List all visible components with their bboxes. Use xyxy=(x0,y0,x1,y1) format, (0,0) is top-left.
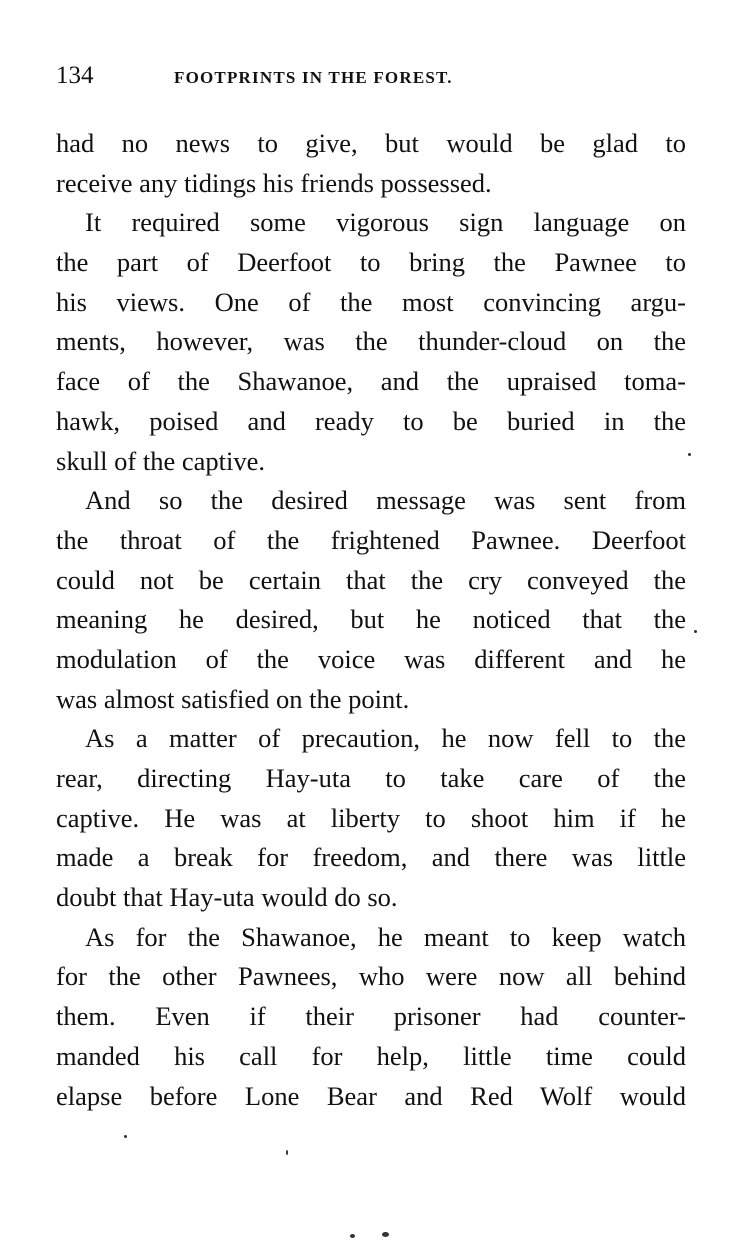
text-line: them. Even if their prisoner had counter- xyxy=(56,1001,686,1032)
text-line: doubt that Hay-uta would do so. xyxy=(56,882,398,913)
scan-speck xyxy=(124,1135,127,1138)
text-line: skull of the captive. xyxy=(56,445,265,476)
text-line: receive any tidings his friends possessed. xyxy=(56,167,492,198)
text-line: ments, however, was the thunder-cloud on the xyxy=(56,326,686,357)
running-title: FOOTPRINTS IN THE FOREST. xyxy=(174,68,453,87)
text-line: the part of Deerfoot to bring the Pawnee to xyxy=(56,247,686,278)
text-line: It required some vigorous sign language on xyxy=(85,207,686,238)
text-line: was almost satisfied on the point. xyxy=(56,683,410,714)
text-line: elapse before Lone Bear and Red Wolf would xyxy=(56,1080,686,1111)
page-number: 134 xyxy=(56,62,94,89)
text-line: captive. He was at liberty to shoot him if he xyxy=(56,802,686,833)
text-line: And so the desired message was sent from xyxy=(85,485,686,516)
text-line: rear, directing Hay-uta to take care of the xyxy=(56,763,686,793)
text-line: had no news to give, but would be glad to xyxy=(56,128,686,158)
scan-speck xyxy=(382,1232,389,1237)
text-line: hawk, poised and ready to be buried in the xyxy=(56,405,686,436)
scan-speck xyxy=(688,453,691,456)
scan-speck xyxy=(694,630,697,633)
text-line: manded his call for help, little time could xyxy=(56,1040,686,1071)
text-line: modulation of the voice was different and he xyxy=(56,643,686,674)
page-header xyxy=(56,62,686,94)
text-line: As a matter of precaution, he now fell to the xyxy=(85,723,686,754)
text-line: made a break for freedom, and there was little xyxy=(56,842,686,873)
text-line: meaning he desired, but he noticed that the xyxy=(56,604,686,635)
scan-speck xyxy=(286,1150,288,1155)
text-line: for the other Pawnees, who were now all behind xyxy=(56,961,686,992)
text-line: his views. One of the most convincing argu- xyxy=(56,286,686,317)
text-line: the throat of the frightened Pawnee. Deerfoot xyxy=(56,524,686,555)
scan-speck xyxy=(350,1234,355,1238)
body-text xyxy=(56,124,686,1116)
text-line: face of the Shawanoe, and the upraised toma- xyxy=(56,366,686,397)
text-line: As for the Shawanoe, he meant to keep watch xyxy=(85,921,686,952)
text-line: could not be certain that the cry conveyed the xyxy=(56,564,686,595)
